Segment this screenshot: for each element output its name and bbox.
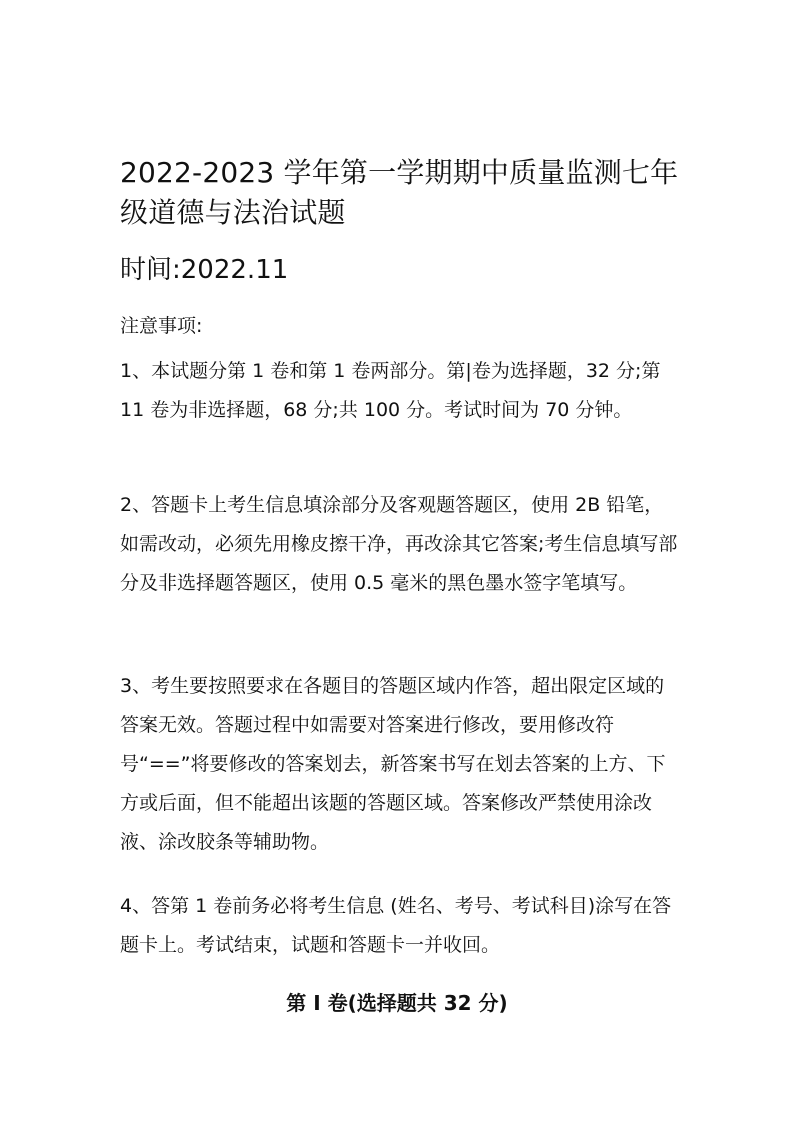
exam-time: 时间:2022.11 [120, 255, 289, 285]
notice-item-3: 3、考生要按照要求在各题目的答题区域内作答，超出限定区域的答案无效。答题过程中如需要对答案进行修改，要用修改符号“==”将要修改的答案划去，新答案书写在划去答案的上方、下方或后面，但不能超出该题的答题区域。答案修改严禁使用涂改液、涂改胶条等辅助物。 [120, 675, 666, 853]
notice-item-2: 2、答题卡上考生信息填涂部分及客观题答题区，使用 2B 铅笔，如需改动，必须先用橡皮擦干净，再改涂其它答案;考生信息填写部分及非选择题答题区，使用 0.5 毫米的黑色墨水签字笔填写。 [120, 494, 678, 594]
notice-label: 注意事项: [120, 315, 203, 337]
section-title: 第 I 卷(选择题共 32 分) [286, 991, 508, 1015]
exam-title: 2022-2023 学年第一学期期中质量监测七年级道德与法治试题 [120, 156, 679, 229]
notice-item-4: 4、答第 1 卷前务必将考生信息 (姓名、考号、考试科目)涂写在答题卡上。考试结束，试题和答题卡一并收回。 [120, 895, 672, 956]
notice-item-1: 1、本试题分第 1 卷和第 1 卷两部分。第|卷为选择题，32 分;第 11 卷为非选择题，68 分;共 100 分。考试时间为 70 分钟。 [120, 360, 661, 421]
